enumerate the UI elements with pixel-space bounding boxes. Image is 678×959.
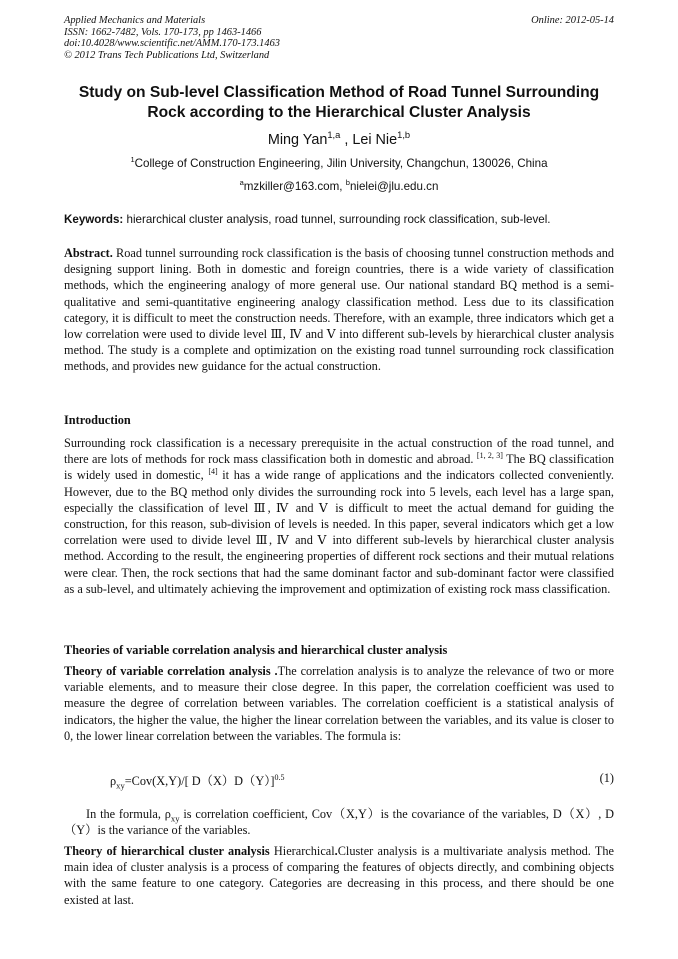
intro-text-1: Surrounding rock classification is a necessary prerequisite in the actual construction of the road tunnel, and there are lots of methods for rock mass classification both in domestic and abroad. bbox=[64, 436, 614, 467]
email-a: mzkiller@163.com, bbox=[243, 180, 346, 193]
cluster-theory-paragraph bbox=[64, 843, 614, 908]
author-1: Ming Yan bbox=[267, 132, 328, 148]
equation-1 bbox=[110, 771, 284, 789]
issn-line: ISSN: 1662-7482, Vols. 170-173, pp 1463-1466 bbox=[64, 26, 262, 38]
keywords-text: hierarchical cluster analysis, road tunnel, surrounding rock classification, sub-level. bbox=[123, 213, 551, 226]
abstract-label: Abstract. bbox=[64, 246, 113, 260]
equation-number: (1) bbox=[599, 771, 614, 785]
author-2-marker: 1,b bbox=[397, 130, 411, 141]
doi-line: doi:10.4028/www.scientific.net/AMM.170-173.1463 bbox=[64, 38, 280, 50]
introduction-paragraph bbox=[64, 435, 614, 597]
journal-name: Applied Mechanics and Materials bbox=[64, 15, 206, 26]
cluster-theory-pre: Hierarchical bbox=[269, 844, 335, 858]
author-2: Lei Nie bbox=[352, 132, 398, 148]
correlation-theory-text: The correlation analysis is to analyze the relevance of two or more variable elements, and to measure their close degree. In this paper, the correlation coefficient was used to measure the degree of correlation between variables. The correlation coefficient is a statistical analysis of indicators, the higher the value, the higher the linear correlation between the variables, and its value is closer to 0, the lower linear correlation between the variables. The formula is: bbox=[64, 664, 614, 743]
intro-text-2: The BQ classification is widely used in domestic, bbox=[64, 452, 615, 483]
abstract-text: Road tunnel surrounding rock classification is the basis of choosing tunnel construction methods and designing support lining. Both in domestic and foreign countries, there is a wide variety of classification methods, which the engineering analogy of more general use. Our national standard BQ method is a semi-qualitative and semi-quantitative engineering analogy classification method. Less due to its classification category, it is difficult to meet the construction needs. Therefore, with an example, three indicators which get a low correlation were used to divide level Ⅲ, Ⅳ and Ⅴ into different sub-levels by hierarchical cluster analysis method. The study is a complete and optimization on the existing road tunnel surrounding rock classification methods, and provides new guidance for the actual construction. bbox=[64, 246, 614, 374]
explanation-text-2: is correlation coefficient, Cov（X,Y）is the covariance of the variables, D（X）, D（Y）is the variance of the variables. bbox=[64, 807, 614, 838]
theories-heading: Theories of variable correlation analysis and hierarchical cluster analysis bbox=[64, 643, 448, 657]
author-1-marker: 1,a bbox=[327, 130, 341, 141]
cluster-theory-label: Theory of hierarchical cluster analysis bbox=[64, 844, 270, 858]
copyright-line: © 2012 Trans Tech Publications Ltd, Switzerland bbox=[64, 49, 270, 61]
abstract bbox=[64, 245, 614, 375]
correlation-theory-label: Theory of variable correlation analysis . bbox=[64, 664, 278, 678]
emails bbox=[40, 180, 638, 193]
journal-header bbox=[64, 15, 280, 61]
email-b: nielei@jlu.edu.cn bbox=[349, 180, 439, 193]
affiliation-text: College of Construction Engineering, Jilin University, Changchun, 130026, China bbox=[134, 157, 548, 170]
email-b-marker: b bbox=[345, 178, 350, 188]
cluster-theory-text: Cluster analysis is a multivariate analysis method. The main idea of cluster analysis is a process of comparing the features of objects directly, and combining objects with the same feature to one category. Categories are decreasing in this process, and there should be one existed at last. bbox=[64, 844, 614, 907]
paper-title bbox=[40, 83, 638, 123]
keywords bbox=[64, 213, 614, 226]
correlation-theory-paragraph bbox=[64, 663, 614, 744]
keywords-label: Keywords: bbox=[64, 213, 124, 226]
affiliation bbox=[40, 157, 638, 170]
intro-citation-2: [4] bbox=[208, 467, 218, 477]
formula-body: =Cov(X,Y)/[ D（X）D（Y）] bbox=[124, 774, 275, 788]
email-a-marker: a bbox=[239, 178, 244, 188]
cluster-theory-dot: . bbox=[334, 844, 338, 858]
intro-text-3: it has a wide range of applications and the indicators collected conveniently. However, due to the BQ method only divides the surrounding rock into 5 levels, each level has a large span, especially the classification of level Ⅲ, Ⅳ and Ⅴ is difficult to meet the actual demand for guiding the construction, for this reason, sub-division of levels is needed. In this paper, several indicators which get a low correlation were used to divide level Ⅲ, Ⅳ and Ⅴ into different sub-levels by hierarchical cluster analysis method. According to the result, the engineering properties of different rock sections and their mutual relations were clear. Then, the rock sections that had the same dominant factor and sub-dominant factor were classified as a sub-level, and ultimately achieving the improvement and optimization of existing rock mass classification. bbox=[64, 468, 614, 596]
title-line-1: Study on Sub-level Classification Method of Road Tunnel Surrounding bbox=[78, 84, 600, 101]
intro-citation-1: [1, 2, 3] bbox=[476, 451, 503, 461]
authors bbox=[40, 132, 638, 148]
introduction-heading: Introduction bbox=[64, 413, 131, 427]
formula-explanation bbox=[64, 806, 614, 838]
formula-subscript: xy bbox=[116, 780, 125, 791]
formula-rho: ρ bbox=[110, 774, 117, 788]
affiliation-marker: 1 bbox=[130, 155, 135, 165]
online-date: Online: 2012-05-14 bbox=[531, 15, 614, 26]
formula-exponent: 0.5 bbox=[274, 772, 285, 782]
explanation-text-1: In the formula, ρ bbox=[86, 807, 171, 821]
author-separator: , bbox=[340, 132, 353, 148]
explanation-subscript: xy bbox=[170, 813, 180, 824]
title-line-2: Rock according to the Hierarchical Cluster Analysis bbox=[147, 104, 531, 121]
